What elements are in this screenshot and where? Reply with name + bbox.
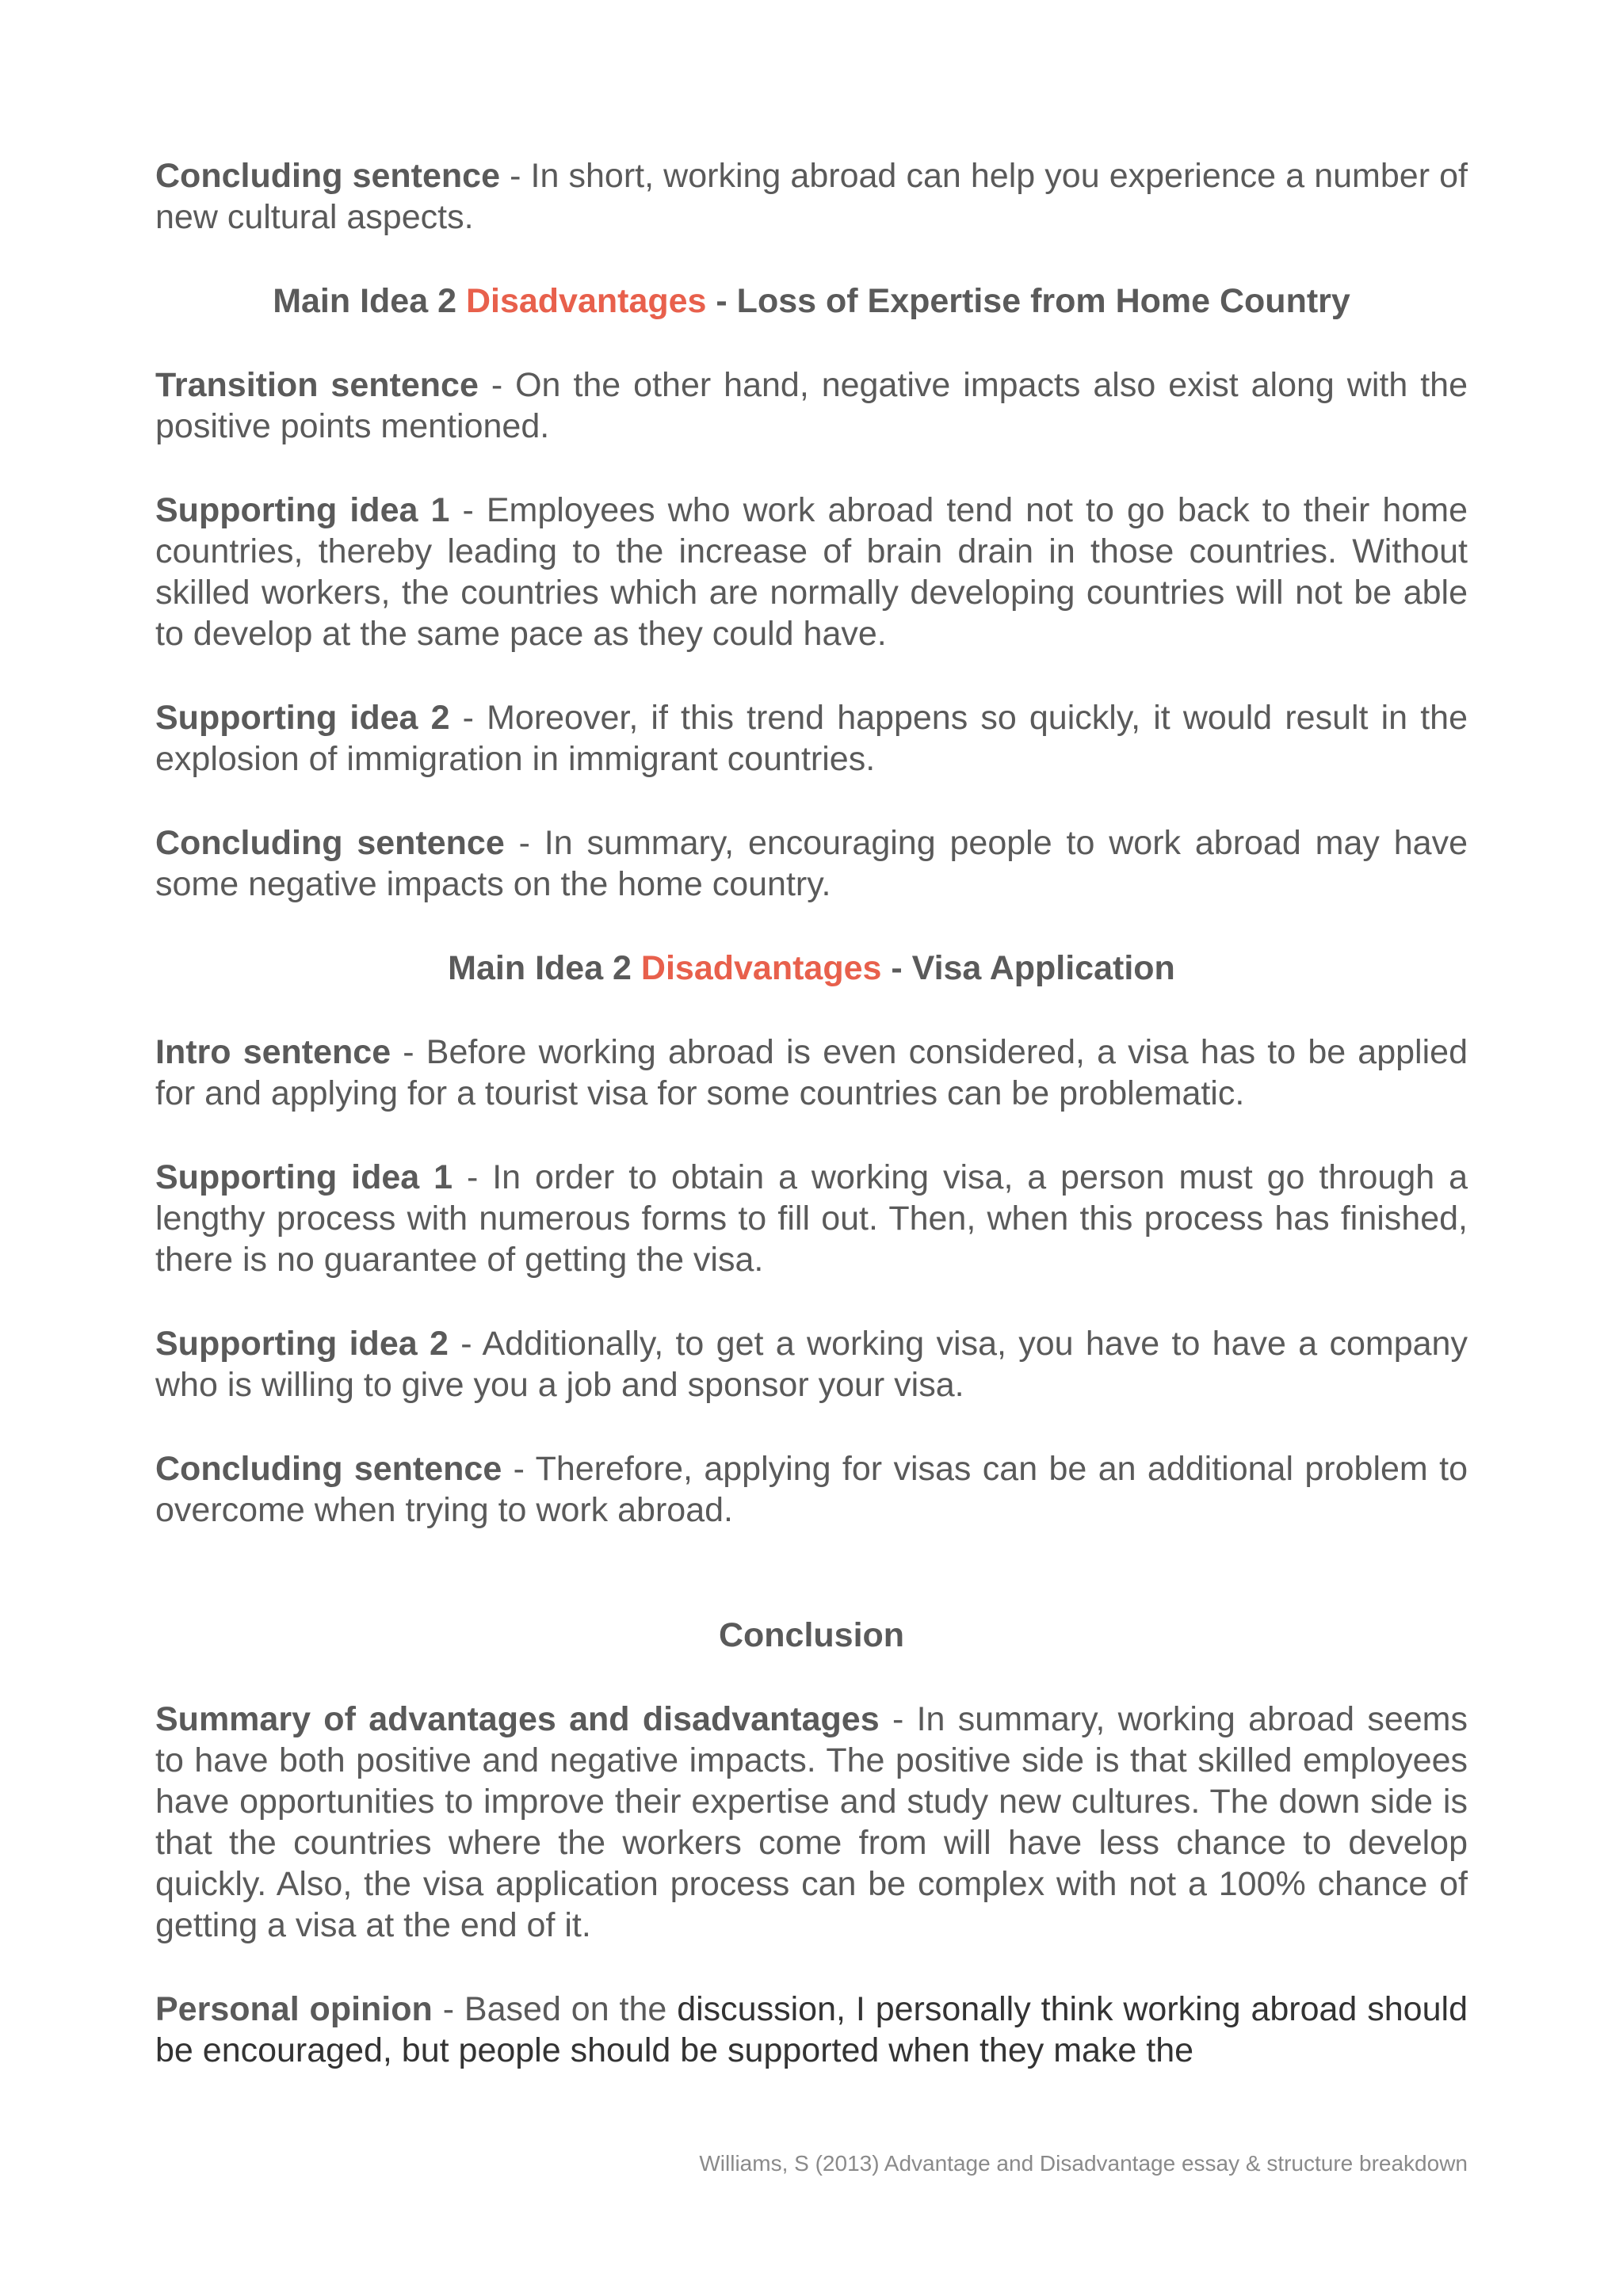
paragraph-text: - Moreover, if this trend happens so quickly, it would result in the explosion of immigration in immigrant countries. <box>155 699 1468 778</box>
paragraph-text: - In order to obtain a working visa, a person must go through a lengthy process with numerous forms to fill out. Then, when this process has finished, there is no guarantee of getting the visa. <box>155 1158 1468 1279</box>
section-heading-loss-of-expertise <box>155 280 1468 322</box>
paragraph-text: - In summary, working abroad seems to have both positive and negative impacts. The positive side is that skilled employees have opportunities to improve their expertise and study new cultures. The down side is that the countries where the workers come from will have less chance to develop quickly. Also, the visa application process can be complex with not a 100% chance of getting a visa at the end of it. <box>155 1700 1468 1944</box>
paragraph-label: Concluding sentence <box>155 157 500 195</box>
paragraph-personal-opinion <box>155 1989 1468 2071</box>
paragraph-text-dark: discussion, I personally think working abroad should be encouraged, but people should be supported when they make the <box>155 1990 1468 2069</box>
paragraph-label: Supporting idea 1 <box>155 491 450 529</box>
paragraph-label: Summary of advantages and disadvantages <box>155 1700 880 1738</box>
heading-suffix: - Visa Application <box>881 949 1175 987</box>
heading-suffix: - Loss of Expertise from Home Country <box>706 282 1350 320</box>
paragraph-intro-sentence <box>155 1032 1468 1114</box>
footer-citation: Williams, S (2013) Advantage and Disadvantage essay & structure breakdown <box>699 2151 1468 2176</box>
paragraph-label: Concluding sentence <box>155 1450 502 1488</box>
paragraph-text: - Additionally, to get a working visa, you have to have a company who is willing to give you a job and sponsor your visa. <box>155 1325 1468 1404</box>
paragraph-transition-sentence <box>155 364 1468 447</box>
paragraph-concluding-sentence-3 <box>155 1448 1468 1531</box>
paragraph-label: Transition sentence <box>155 366 479 404</box>
paragraph-supporting-idea-1b <box>155 1157 1468 1280</box>
paragraph-label: Concluding sentence <box>155 824 505 862</box>
heading-prefix: Main Idea 2 <box>448 949 641 987</box>
paragraph-text: - In short, working abroad can help you experience a number of new cultural aspects. <box>155 157 1468 236</box>
section-heading-conclusion: Conclusion <box>718 1616 905 1654</box>
paragraph-label: Personal opinion <box>155 1990 433 2028</box>
paragraph-supporting-idea-1a <box>155 490 1468 654</box>
heading-accent: Disadvantages <box>465 282 707 320</box>
heading-prefix: Main Idea 2 <box>273 282 466 320</box>
paragraph-label: Supporting idea 2 <box>155 699 450 737</box>
paragraph-label: Intro sentence <box>155 1033 391 1071</box>
paragraph-text-light: - Based on the <box>432 1990 678 2028</box>
paragraph-text: - On the other hand, negative impacts also exist along with the positive points mentioned. <box>155 366 1468 445</box>
paragraph-concluding-sentence-2 <box>155 822 1468 905</box>
section-heading-visa-application <box>155 948 1468 989</box>
paragraph-text: - Before working abroad is even considered, a visa has to be applied for and applying for a tourist visa for some countries can be problematic. <box>155 1033 1468 1112</box>
paragraph-concluding-sentence-1 <box>155 155 1468 238</box>
paragraph-supporting-idea-2a <box>155 697 1468 780</box>
document-page <box>155 155 1468 2114</box>
section-spacer <box>155 1573 1468 1615</box>
paragraph-text: - In summary, encouraging people to work abroad may have some negative impacts on the home country. <box>155 824 1468 903</box>
paragraph-label: Supporting idea 2 <box>155 1325 449 1363</box>
paragraph-text: - Therefore, applying for visas can be an additional problem to overcome when trying to work abroad. <box>155 1450 1468 1529</box>
paragraph-text: - Employees who work abroad tend not to go back to their home countries, thereby leading to the increase of brain drain in those countries. Without skilled workers, the countries which are normally developing countries will not be able to develop at the same pace as they could have. <box>155 491 1468 653</box>
paragraph-supporting-idea-2b <box>155 1323 1468 1405</box>
paragraph-label: Supporting idea 1 <box>155 1158 453 1196</box>
paragraph-summary <box>155 1699 1468 1946</box>
heading-accent: Disadvantages <box>640 949 882 987</box>
